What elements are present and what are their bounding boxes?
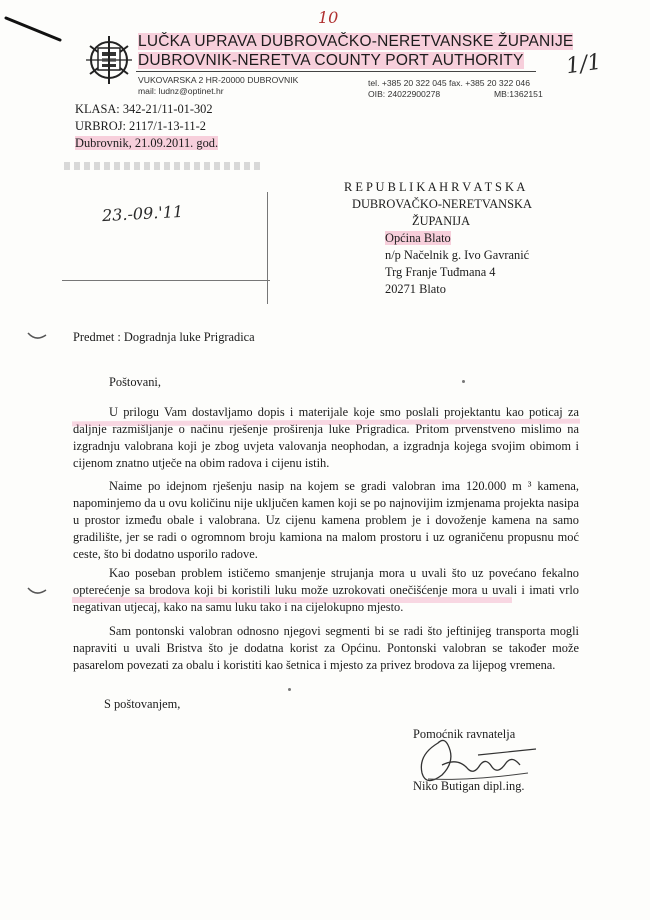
letterhead-address: VUKOVARSKA 2 HR-20000 DUBROVNIK: [138, 75, 299, 85]
paragraph-4: Sam pontonski valobran odnosno njegovi segmenti bi se radi što jeftinijeg transporta mogli napraviti u uvali Bristva što je dodatna korist za Općinu. Pontonski valobran se također može pasarelom povezati za obalu i koristiti kao šetnica i mjesto za privez brodova za lijepog vremena.: [73, 624, 579, 672]
salutation: Poštovani,: [109, 375, 161, 389]
speck: [288, 688, 291, 691]
letterhead-title-en: [138, 52, 524, 70]
recipient-attention: n/p Načelnik g. Ivo Gavranić: [385, 248, 530, 262]
stamp-right-line: [267, 192, 268, 304]
letterhead-title-en-text: DUBROVNIK-NERETVA COUNTY PORT AUTHORITY: [138, 52, 524, 69]
punch-mark-top: [26, 330, 48, 344]
letterhead-oib: OIB: 24022900278: [368, 89, 441, 99]
stamp-handwritten-date: 23.-09.'11: [101, 201, 184, 226]
pen-stroke-mark: [4, 14, 64, 44]
closing: S poštovanjem,: [104, 697, 181, 711]
stamp-bottom-line: [62, 280, 270, 281]
letterhead-divider: [136, 71, 536, 72]
signatory-name: Niko Butigan dipl.ing.: [413, 779, 525, 793]
date-text: Dubrovnik, 21.09.2011. god.: [75, 136, 219, 150]
recipient-postal: 20271 Blato: [385, 282, 446, 296]
letterhead-title-hr-text: LUČKA UPRAVA DUBROVAČKO-NERETVANSKE ŽUPANIJE: [138, 33, 574, 50]
recipient-street: Trg Franje Tuđmana 4: [385, 265, 496, 279]
urbroj-line: URBROJ: 2117/1-13-11-2: [75, 119, 206, 133]
recipient-municipality-text: Općina Blato: [385, 231, 451, 245]
letterhead-title-hr: [138, 33, 573, 51]
paragraph-3: Kao poseban problem ističemo smanjenje strujanja mora u uvali što uz povećano fekalno opterećenje sa brodova koji bi koristili luku može uzrokovati onečišćenje mora u uvali i imati vrlo negativan utjecaj, kako na samu luku tako i na cijelokupno mjesto.: [73, 566, 579, 614]
letterhead-mb: MB:1362151: [494, 89, 543, 99]
port-authority-logo: [84, 34, 134, 86]
speck: [462, 380, 465, 383]
handwritten-page-count: 1/1: [564, 49, 603, 80]
date-line: [75, 136, 218, 151]
letterhead-tel: tel. +385 20 322 045 fax. +385 20 322 046: [368, 78, 530, 88]
signatory-title: Pomoćnik ravnatelja: [413, 727, 516, 741]
klasa-line: KLASA: 342-21/11-01-302: [75, 102, 213, 116]
recipient-zupanija: ŽUPANIJA: [412, 214, 471, 228]
subject-line: Predmet : Dogradnja luke Prigradica: [73, 330, 255, 344]
received-stamp: [62, 162, 272, 312]
handwritten-number: 10: [318, 8, 339, 27]
recipient-block: [340, 180, 600, 299]
recipient-municipality: [385, 231, 600, 248]
paragraph-2: Naime po idejnom rješenju nasip na kojem se gradi valobran ima 120.000 m ³ kamena, napominjemo da u ovu količinu nije uključen kamen koji se po najnovijim izmjenama projekta nasipa u prostor između obale i valobrana. Uz cijenu kamena problem je i dovoženje kamena na samo gradilište, jer se radi o ogromnom broju kamiona na malom prostoru i uz ograničenu propusnu moć ceste, što bi dodatno usporilo radove.: [73, 479, 579, 561]
recipient-country: R E P U B L I K A H R V A T S K A: [344, 180, 526, 194]
punch-mark-bottom: [26, 585, 48, 599]
stamp-top-smudge: [64, 162, 264, 170]
paragraph-1: U prilogu Vam dostavljamo dopis i materijale koje smo poslali projektantu kao poticaj za daljnje razmišljanje o načinu rješenje proširenja luke Prigradica. Pritom prvenstveno mislimo na izgradnju valobrana koji je zbog uvjeta valovanja neophodan, a izgradnja kojega svojim obimom i cijenom znatno utječe na obim radova i cijenu istih.: [73, 405, 579, 470]
letterhead-mail: mail: ludnz@optinet.hr: [138, 86, 224, 96]
recipient-county: DUBROVAČKO-NERETVANSKA: [352, 197, 532, 211]
highlight-stroke-2: [72, 597, 512, 603]
